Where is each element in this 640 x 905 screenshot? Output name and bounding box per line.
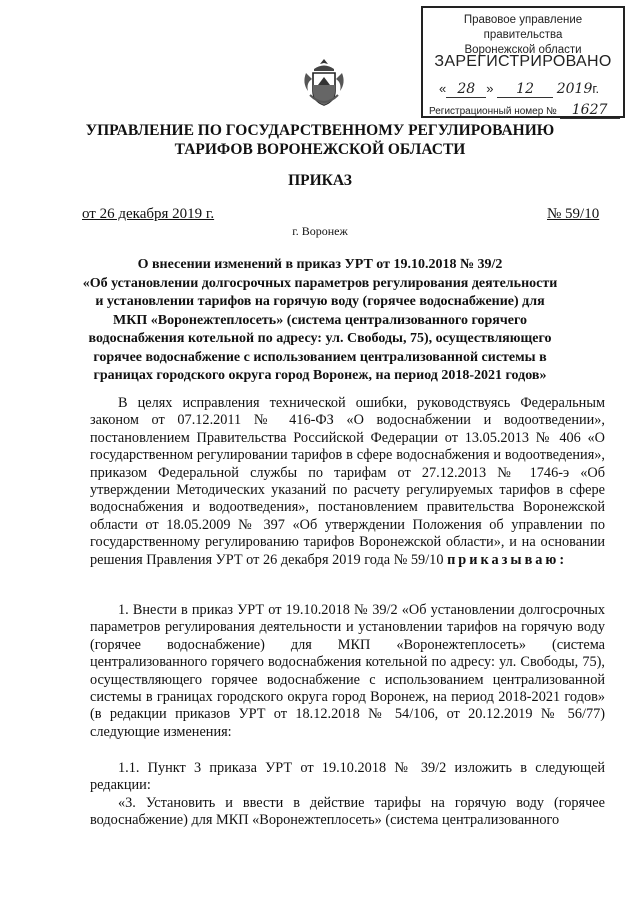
preamble-paragraph	[90, 395, 605, 569]
stamp-number	[429, 102, 620, 119]
stamp-number-label: Регистрационный номер №	[429, 106, 557, 117]
stamp-org-line-2: Воронежской области	[464, 44, 582, 56]
subject-line-1: О внесении изменений в приказ УРТ от 19.10.2018 № 39/2	[137, 257, 503, 272]
subject-line-6: горячее водоснабжение с использованием централизованной системы в	[93, 349, 547, 365]
paragraph-1: 1. Внести в приказ УРТ от 19.10.2018 № 39/2 «Об установлении долгосрочных параметров регулирования деятельности и установлении тарифов на горячую воду (горячее водоснабжение) для МКП «Воронежтеплосеть» (система централизованного горячего водоснабжения котельной по адресу: ул. Свободы, 75), осуществляющего горячее водоснабжение с использованием централизованной системы в границах городского округа город Воронеж, на период 2018-2021 годов» (в редакции приказов УРТ от 18.12.2018 № 54/106, от 20.12.2019 № 56/77) следующие изменения:	[90, 602, 605, 740]
stamp-date-suffix: г.	[592, 81, 600, 96]
stamp-date-month: 12	[516, 81, 534, 97]
document-subject	[40, 256, 600, 386]
organization-title-line-1: УПРАВЛЕНИЕ ПО ГОСУДАРСТВЕННОМУ РЕГУЛИРОВАНИЮ	[85, 122, 555, 139]
stamp-number-value: 1627	[571, 102, 608, 118]
stamp-registered-label: ЗАРЕГИСТРИРОВАНО	[434, 53, 612, 70]
document-city: г. Воронеж	[292, 224, 348, 238]
registration-stamp	[421, 6, 625, 118]
stamp-date-day: 28	[457, 81, 476, 97]
coat-of-arms-icon	[300, 55, 348, 111]
subject-line-7: границах городского округа город Воронеж, на период 2018-2021 годов»	[93, 368, 547, 383]
stamp-date-close-quote: »	[486, 81, 494, 96]
subject-line-3: и установлении тарифов на горячую воду (горячее водоснабжение) для	[95, 294, 545, 309]
preamble-text: В целях исправления технической ошибки, руководствуясь Федеральным законом от 07.12.2011 № 416-ФЗ «О водоснабжении и водоотведении», постановлением Правительства Российской Федерации от 13.05.2013 № 406 «О государственном регулировании тарифов в сфере водоснабжения и водоотведения», приказом Федеральной службы по тарифам от 27.12.2013 № 1746-э «Об утверждении Методических указаний по расчету регулируемых тарифов в сфере водоснабжения и водоотведения», постановлением правительства Воронежской области от 18.05.2009 № 397 «Об утверждении Положения об управлении по государственному регулированию тарифов Воронежской области», и на основании решения Правления УРТ от 26 декабря 2019 года № 59/10	[90, 395, 605, 568]
document-type: ПРИКАЗ	[288, 172, 352, 189]
stamp-date	[439, 81, 599, 98]
stamp-date-year: 2019	[556, 81, 593, 97]
document-number: № 59/10	[547, 206, 600, 222]
subject-line-4: МКП «Воронежтеплосеть» (система централизованного горячего	[113, 312, 527, 328]
organization-title-line-2: ТАРИФОВ ВОРОНЕЖСКОЙ ОБЛАСТИ	[174, 141, 466, 158]
paragraph-quote-3: «3. Установить и ввести в действие тарифы на горячую воду (горячее водоснабжение) для МКП «Воронежтеплосеть» (система централизованного	[90, 795, 605, 829]
stamp-date-open-quote: «	[439, 81, 447, 96]
stamp-org-line-1: Правовое управление правительства	[463, 14, 583, 41]
organization-title	[40, 121, 600, 159]
stamp-organization	[423, 13, 623, 58]
order-keyword: приказываю:	[447, 551, 568, 568]
paragraph-1-1: 1.1. Пункт 3 приказа УРТ от 19.10.2018 № 39/2 изложить в следующей редакции:	[90, 760, 605, 794]
subject-line-2: «Об установлении долгосрочных параметров регулирования деятельности	[82, 275, 558, 291]
subject-line-5: водоснабжения котельной по адресу: ул. Свободы, 75), осуществляющего	[88, 331, 552, 346]
document-date: от 26 декабря 2019 г.	[82, 206, 215, 222]
